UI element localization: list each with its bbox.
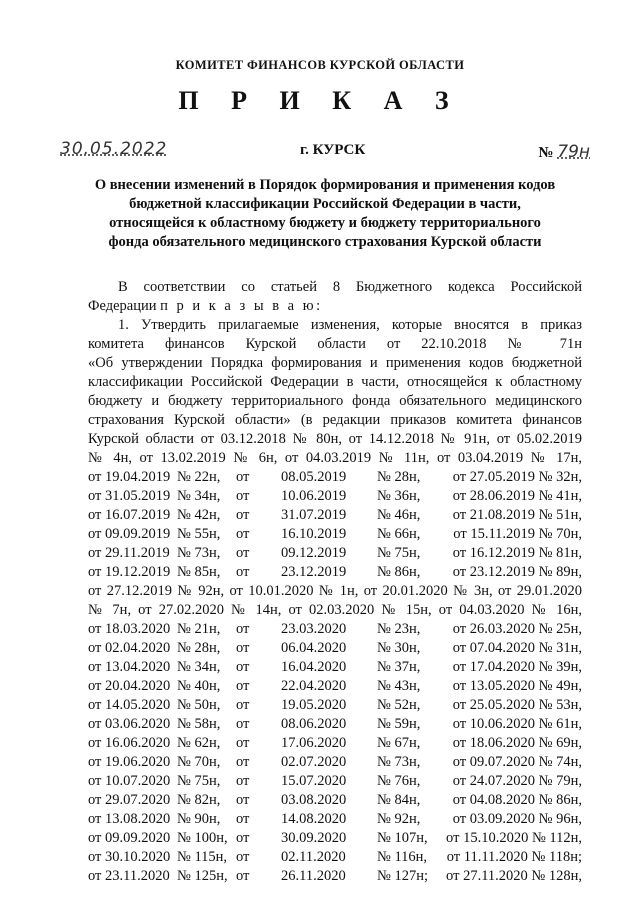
- order-reference-cell: 16.10.2019: [281, 526, 347, 542]
- order-reference-cell: от: [236, 659, 250, 675]
- item-line: № 4н, от 13.02.2019 № 6н, от 04.03.2019 № 11н, от 03.04.2019 № 17н,: [88, 450, 582, 466]
- order-body: [88, 278, 582, 886]
- order-reference-cell: от 02.04.2020: [88, 640, 171, 656]
- order-reference-cell: № 127н;: [377, 868, 428, 884]
- order-reference-cell: от 19.06.2020: [88, 754, 171, 770]
- order-reference-cell: от: [236, 697, 250, 713]
- item-line: бюджету и бюджету территориального фонда обязательного медицинского: [88, 393, 582, 409]
- preamble-start: Федерации: [88, 298, 157, 314]
- number-sign: №: [538, 145, 554, 161]
- order-reference-cell: от 27.05.2019 № 32н,: [452, 469, 582, 485]
- order-reference-cell: № 21н,: [177, 621, 221, 637]
- order-reference-cell: 15.07.2020: [281, 773, 347, 789]
- order-reference-cell: от 13.05.2020 № 49н,: [452, 678, 582, 694]
- order-reference-cell: от: [236, 773, 250, 789]
- order-reference-cell: 14.08.2020: [281, 811, 347, 827]
- order-reference-cell: № 107н,: [377, 830, 428, 846]
- order-reference-cell: от 17.04.2020 № 39н,: [452, 659, 582, 675]
- order-reference-cell: № 37н,: [377, 659, 421, 675]
- order-reference-cell: от 11.11.2020 № 118н;: [446, 849, 582, 865]
- order-references-block: [88, 468, 582, 582]
- order-reference-cell: № 34н,: [177, 659, 221, 675]
- order-reference-cell: от 10.07.2020: [88, 773, 171, 789]
- order-reference-cell: от 04.08.2020 № 86н,: [452, 792, 582, 808]
- order-reference-cell: № 70н,: [177, 754, 221, 770]
- order-reference-cell: от 31.05.2019: [88, 488, 171, 504]
- order-reference-cell: № 28н,: [377, 469, 421, 485]
- order-reference-cell: № 34н,: [177, 488, 221, 504]
- order-reference-cell: № 43н,: [377, 678, 421, 694]
- order-reference-cell: 08.05.2019: [281, 469, 347, 485]
- order-reference-cell: от 23.12.2019 № 89н,: [452, 564, 582, 580]
- order-reference-cell: 19.05.2020: [281, 697, 347, 713]
- order-reference-cell: № 86н,: [377, 564, 421, 580]
- order-reference-cell: 30.09.2020: [281, 830, 347, 846]
- order-reference-cell: 22.04.2020: [281, 678, 347, 694]
- order-reference-cell: № 58н,: [177, 716, 221, 732]
- order-reference-cell: № 90н,: [177, 811, 221, 827]
- order-subject: [70, 176, 580, 252]
- order-reference-cell: 17.06.2020: [281, 735, 347, 751]
- item-line: Курской области от 03.12.2018 № 80н, от 14.12.2018 № 91н, от 05.02.2019: [88, 431, 582, 447]
- order-reference-cell: от 25.05.2020 № 53н,: [452, 697, 582, 713]
- order-reference-cell: № 67н,: [377, 735, 421, 751]
- order-reference-cell: № 66н,: [377, 526, 421, 542]
- order-reference-cell: от 07.04.2020 № 31н,: [452, 640, 582, 656]
- order-reference-row: [88, 639, 582, 658]
- order-reference-cell: от: [236, 868, 250, 884]
- order-reference-cell: № 23н,: [377, 621, 421, 637]
- order-reference-cell: от: [236, 640, 250, 656]
- order-reference-cell: от: [236, 507, 250, 523]
- order-reference-cell: от 19.04.2019: [88, 469, 171, 485]
- order-reference-row: [88, 867, 582, 886]
- order-reference-cell: от: [236, 849, 250, 865]
- order-reference-row: [88, 563, 582, 582]
- order-reference-cell: от 16.07.2019: [88, 507, 171, 523]
- order-reference-cell: от 26.03.2020 № 25н,: [452, 621, 582, 637]
- order-reference-cell: от 20.04.2020: [88, 678, 171, 694]
- handwritten-date: 30.05.2022: [60, 139, 168, 159]
- order-reference-cell: от: [236, 754, 250, 770]
- subject-line: фонда обязательного медицинского страхования Курской области: [108, 234, 542, 250]
- order-reference-cell: от 09.09.2020: [88, 830, 171, 846]
- order-reference-row: [88, 487, 582, 506]
- order-reference-row: [88, 677, 582, 696]
- item-line: «Об утверждении Порядка формирования и применения кодов бюджетной: [88, 355, 582, 371]
- order-reference-cell: от 13.04.2020: [88, 659, 171, 675]
- item-line: № 7н, от 27.02.2020 № 14н, от 02.03.2020 № 15н, от 04.03.2020 № 16н,: [88, 602, 582, 618]
- order-reference-cell: от 28.06.2019 № 41н,: [452, 488, 582, 504]
- order-number: [538, 142, 590, 162]
- preamble-line: В соответствии со статьей 8 Бюджетного кодекса Российской: [118, 279, 582, 295]
- order-references-block: [88, 620, 582, 886]
- order-reference-row: [88, 772, 582, 791]
- item-line: от 27.12.2019 № 92н, от 10.01.2020 № 1н, от 20.01.2020 № 3н, от 29.01.2020: [88, 583, 582, 599]
- order-reference-cell: 23.12.2019: [281, 564, 347, 580]
- order-reference-cell: № 115н,: [177, 849, 228, 865]
- order-reference-row: [88, 848, 582, 867]
- order-reference-cell: № 42н,: [177, 507, 221, 523]
- order-reference-cell: от 21.08.2019 № 51н,: [452, 507, 582, 523]
- item-line: комитета финансов Курской области от 22.10.2018 № 71н: [88, 336, 582, 352]
- date-line: [60, 139, 590, 166]
- order-reference-cell: № 55н,: [177, 526, 221, 542]
- order-reference-cell: от 29.11.2019: [88, 545, 170, 561]
- order-reference-cell: от 27.11.2020 № 128н,: [446, 868, 582, 884]
- order-reference-cell: от 18.06.2020 № 69н,: [452, 735, 582, 751]
- order-reference-cell: от 16.12.2019 № 81н,: [452, 545, 582, 561]
- order-reference-cell: № 73н,: [377, 754, 421, 770]
- order-reference-cell: от: [236, 792, 250, 808]
- order-reference-cell: № 75н,: [177, 773, 221, 789]
- subject-line: бюджетной классификации Российской Федерации в части,: [129, 196, 521, 212]
- order-reference-cell: № 125н,: [177, 868, 228, 884]
- order-reference-cell: 02.07.2020: [281, 754, 347, 770]
- order-reference-cell: № 73н,: [177, 545, 221, 561]
- order-reference-cell: от 14.05.2020: [88, 697, 171, 713]
- order-reference-row: [88, 525, 582, 544]
- order-reference-cell: № 84н,: [377, 792, 421, 808]
- preamble-decree: п р и к а з ы в а ю:: [160, 298, 323, 314]
- order-reference-cell: от: [236, 830, 250, 846]
- order-reference-cell: № 92н,: [377, 811, 421, 827]
- item-line: 1. Утвердить прилагаемые изменения, которые вносятся в приказ: [118, 317, 582, 333]
- order-reference-row: [88, 468, 582, 487]
- order-reference-cell: № 76н,: [377, 773, 421, 789]
- order-reference-cell: № 85н,: [177, 564, 221, 580]
- order-reference-cell: 08.06.2020: [281, 716, 347, 732]
- order-reference-row: [88, 734, 582, 753]
- order-reference-cell: от 10.06.2020 № 61н,: [452, 716, 582, 732]
- order-reference-cell: от: [236, 545, 250, 561]
- order-reference-cell: от: [236, 621, 250, 637]
- order-reference-cell: № 36н,: [377, 488, 421, 504]
- order-reference-cell: от 19.12.2019: [88, 564, 171, 580]
- order-reference-cell: № 28н,: [177, 640, 221, 656]
- order-reference-cell: 16.04.2020: [281, 659, 347, 675]
- order-reference-cell: от 30.10.2020: [88, 849, 171, 865]
- order-reference-row: [88, 506, 582, 525]
- order-reference-row: [88, 544, 582, 563]
- order-reference-cell: 03.08.2020: [281, 792, 347, 808]
- order-reference-row: [88, 715, 582, 734]
- order-reference-row: [88, 658, 582, 677]
- order-reference-cell: № 116н,: [377, 849, 428, 865]
- order-reference-row: [88, 696, 582, 715]
- order-reference-cell: от 15.10.2020 № 112н,: [446, 830, 582, 846]
- item-line: страхования Курской области» (в редакции приказов комитета финансов: [88, 412, 582, 428]
- order-reference-cell: № 75н,: [377, 545, 421, 561]
- order-reference-cell: № 100н,: [177, 830, 228, 846]
- order-reference-cell: 02.11.2020: [281, 849, 346, 865]
- item-line: классификации Российской Федерации в части, относящейся к областному: [88, 374, 582, 390]
- order-reference-cell: 06.04.2020: [281, 640, 347, 656]
- order-reference-cell: от: [236, 716, 250, 732]
- order-reference-cell: от: [236, 526, 250, 542]
- order-reference-cell: 09.12.2019: [281, 545, 347, 561]
- order-reference-cell: от: [236, 564, 250, 580]
- order-reference-cell: от 29.07.2020: [88, 792, 171, 808]
- order-reference-cell: от: [236, 678, 250, 694]
- subject-line: относящейся к областному бюджету и бюджету территориального: [109, 215, 541, 231]
- order-reference-cell: от 13.08.2020: [88, 811, 171, 827]
- order-reference-row: [88, 753, 582, 772]
- order-reference-cell: от 09.07.2020 № 74н,: [452, 754, 582, 770]
- order-reference-cell: № 40н,: [177, 678, 221, 694]
- order-reference-cell: от 03.09.2020 № 96н,: [452, 811, 582, 827]
- preamble-line: [88, 297, 582, 316]
- order-reference-cell: 10.06.2019: [281, 488, 347, 504]
- order-reference-cell: № 50н,: [177, 697, 221, 713]
- order-reference-cell: № 46н,: [377, 507, 421, 523]
- order-reference-cell: от: [236, 811, 250, 827]
- order-reference-cell: № 82н,: [177, 792, 221, 808]
- order-reference-cell: 26.11.2020: [281, 868, 346, 884]
- handwritten-number: 79н: [557, 142, 590, 162]
- order-reference-cell: № 52н,: [377, 697, 421, 713]
- order-reference-cell: от: [236, 488, 250, 504]
- order-reference-cell: № 59н,: [377, 716, 421, 732]
- order-reference-row: [88, 620, 582, 639]
- order-reference-cell: от 24.07.2020 № 79н,: [452, 773, 582, 789]
- order-reference-cell: № 30н,: [377, 640, 421, 656]
- order-reference-cell: 23.03.2020: [281, 621, 347, 637]
- order-reference-cell: 31.07.2019: [281, 507, 347, 523]
- order-reference-cell: от 15.11.2019 № 70н,: [453, 526, 582, 542]
- order-reference-cell: от: [236, 469, 250, 485]
- city-label: г. КУРСК: [300, 142, 366, 158]
- order-reference-row: [88, 810, 582, 829]
- order-reference-cell: от: [236, 735, 250, 751]
- order-reference-cell: от 09.09.2019: [88, 526, 171, 542]
- committee-name: КОМИТЕТ ФИНАНСОВ КУРСКОЙ ОБЛАСТИ: [175, 58, 465, 72]
- document-type-title: П Р И К А З: [178, 86, 462, 115]
- order-reference-cell: от 23.11.2020: [88, 868, 170, 884]
- order-reference-row: [88, 829, 582, 848]
- subject-line: О внесении изменений в Порядок формирования и применения кодов: [94, 177, 556, 193]
- order-reference-row: [88, 791, 582, 810]
- order-reference-cell: № 22н,: [177, 469, 221, 485]
- order-reference-cell: от 03.06.2020: [88, 716, 171, 732]
- order-reference-cell: от 18.03.2020: [88, 621, 171, 637]
- order-reference-cell: № 62н,: [177, 735, 221, 751]
- order-reference-cell: от 16.06.2020: [88, 735, 171, 751]
